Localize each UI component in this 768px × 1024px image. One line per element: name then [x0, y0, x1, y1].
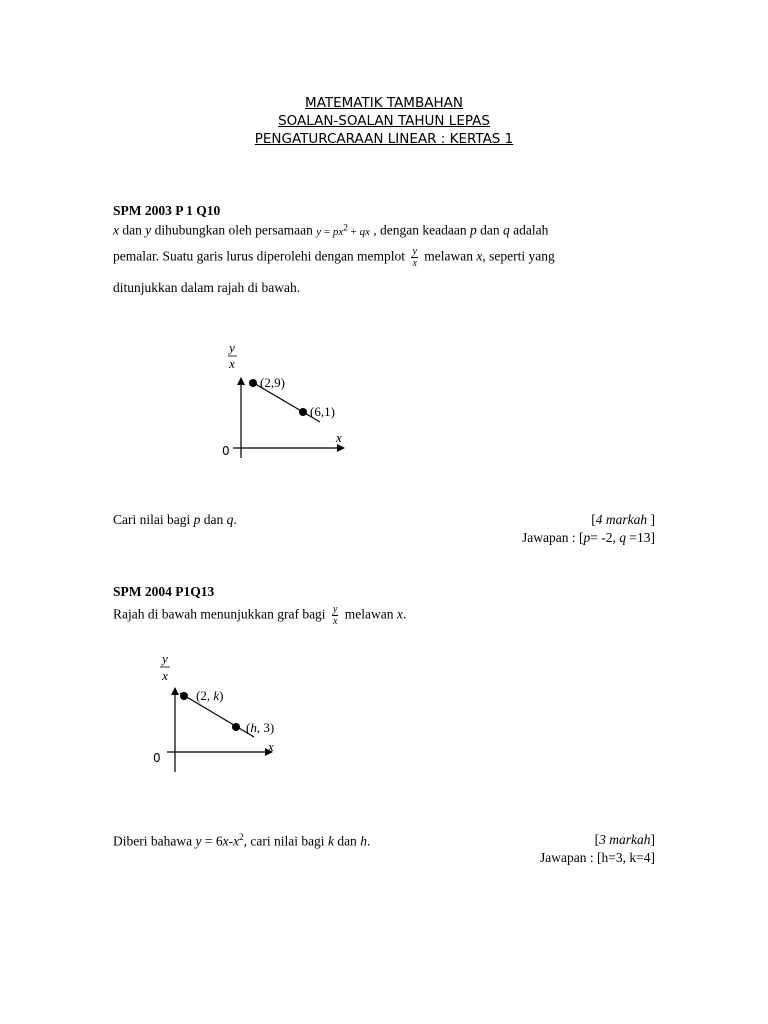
label-part: , 3) — [256, 720, 275, 735]
eq-op: = — [321, 225, 333, 238]
eq-term: qx — [359, 225, 370, 238]
q1-var: y — [145, 222, 152, 238]
q2-point-2-label — [246, 720, 274, 735]
q1-text: , dengan keadaan — [369, 222, 470, 238]
q2-marks — [595, 832, 655, 848]
q1-text: dihubungkan oleh persamaan — [151, 222, 317, 238]
eq-exp: 2 — [343, 222, 348, 232]
q2-var: x — [233, 833, 240, 849]
q1-axis-y-num: y — [229, 340, 235, 355]
label-var: k — [213, 688, 220, 703]
q1-title: SPM 2003 P 1 Q10 — [113, 203, 221, 218]
answer-var: q — [619, 530, 627, 545]
q2-var: x — [396, 606, 403, 622]
q2-question — [113, 832, 370, 850]
q1-text: dan — [119, 222, 146, 238]
q1-var: x — [476, 248, 483, 264]
q1-var: q — [502, 222, 510, 238]
header-topic: PENGATURCARAAN LINEAR : KERTAS 1 — [254, 131, 514, 147]
q2-axis-y-den: x — [162, 668, 168, 683]
answer-var: p — [583, 530, 591, 545]
q2-title: SPM 2004 P1Q13 — [113, 584, 215, 599]
eq-var: y — [316, 225, 322, 238]
header-subject: MATEMATIK TAMBAHAN — [305, 95, 463, 111]
q1-text: . — [233, 512, 237, 527]
q2-var: y — [195, 833, 202, 849]
q2-point-2 — [232, 723, 240, 731]
q2-axis-y-num: y — [162, 651, 168, 666]
q2-var: x — [222, 833, 229, 849]
marks-bracket: ] — [647, 512, 655, 527]
q2-exp: 2 — [239, 832, 244, 842]
answer-text: = -2, — [590, 530, 620, 545]
q2-var: h — [360, 833, 367, 849]
q1-axis-y-den: x — [229, 356, 235, 371]
frac-numerator: y — [412, 246, 417, 257]
q1-text: adalah — [509, 222, 549, 238]
label-part: (2, — [196, 688, 214, 703]
eq-term: px — [332, 225, 344, 238]
q1-var: p — [469, 222, 477, 238]
marks-bracket: [ — [594, 832, 600, 847]
q1-text: melawan — [420, 248, 477, 264]
q1-var: x — [113, 222, 119, 238]
q2-text: dan — [333, 833, 361, 849]
q2-var: k — [327, 833, 334, 849]
marks-value: 4 markah — [595, 512, 648, 527]
q2-text: melawan — [341, 606, 397, 622]
frac-denominator: x — [332, 616, 338, 627]
q1-origin: 0 — [222, 444, 230, 458]
label-part: ) — [219, 688, 224, 703]
q1-text: Cari nilai bagi — [113, 512, 194, 527]
q2-point-1-label — [196, 688, 223, 703]
header-subtitle: SOALAN-SOALAN TAHUN LEPAS — [278, 113, 490, 129]
q1-axis-x-label: x — [336, 430, 342, 445]
q2-axis-x-label: x — [268, 739, 274, 754]
marks-value: 3 markah — [599, 832, 651, 847]
q1-text: dan — [476, 222, 503, 238]
q2-text: . — [402, 606, 407, 622]
label-var: h — [250, 720, 257, 735]
q2-answer: Jawapan : [h=3, k=4] — [540, 850, 655, 865]
q2-origin: 0 — [153, 751, 161, 765]
q2-text: , cari nilai bagi — [243, 833, 328, 849]
q1-var: q — [226, 512, 234, 527]
marks-bracket: ] — [650, 832, 655, 847]
answer-text: Jawapan : [ — [522, 530, 584, 545]
q2-text: = 6 — [201, 833, 223, 849]
answer-text: =13] — [626, 530, 655, 545]
label-part: ( — [246, 720, 251, 735]
q2-text: - — [228, 833, 234, 849]
q1-point-1-label: (2,9) — [260, 375, 285, 390]
q2-text: Diberi bahawa — [113, 833, 196, 849]
q1-text-line-3: ditunjukkan dalam rajah di bawah. — [113, 280, 301, 295]
q2-point-1 — [180, 692, 188, 700]
q2-text: Rajah di bawah menunjukkan graf bagi — [113, 606, 329, 622]
frac-denominator: x — [412, 258, 417, 269]
eq-op: + — [347, 225, 360, 238]
q1-text: , seperti yang — [482, 248, 555, 264]
q2-text: . — [366, 833, 371, 849]
q1-var: p — [193, 512, 201, 527]
q1-text: dan — [200, 512, 227, 527]
frac-numerator: y — [332, 604, 338, 615]
q1-point-2-label: (6,1) — [310, 404, 335, 419]
q1-text: pemalar. Suatu garis lurus diperolehi dengan memplot — [113, 248, 409, 264]
marks-bracket: [ — [591, 512, 596, 527]
